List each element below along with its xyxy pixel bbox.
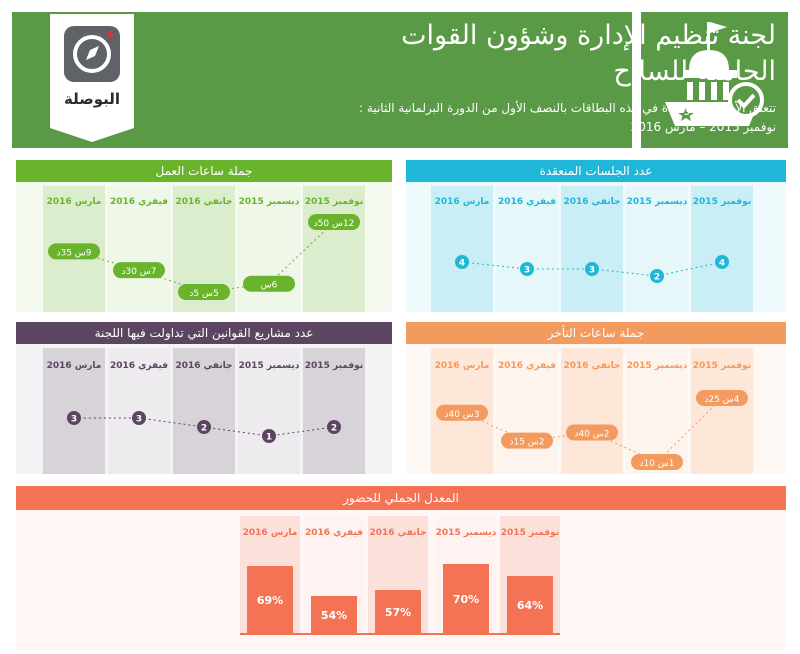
data-label: 2	[330, 423, 338, 434]
month-label: ديسمبر 2015	[626, 197, 688, 207]
data-label: 1	[265, 432, 273, 443]
data-label: 3	[588, 265, 596, 276]
data-label: 5س 5د	[189, 289, 219, 299]
title-line-1: لجنة تنظيم الإدارة وشؤون القوات	[401, 20, 776, 51]
month-label: جانفي 2016	[175, 361, 233, 371]
chart-panel-1	[406, 160, 786, 312]
month-label: فيفري 2016	[109, 361, 169, 371]
month-label: ديسمبر 2015	[238, 361, 300, 371]
data-label: 3س 40د	[444, 409, 480, 420]
data-label: 9س 35د	[56, 248, 92, 259]
month-label: مارس 2016	[434, 197, 490, 207]
month-label: ديسمبر 2015	[626, 361, 688, 371]
subtitle-period: نوفمبر 2015 – مارس 2016	[630, 120, 776, 134]
month-label: جانفي 2016	[563, 197, 621, 207]
data-label: 2	[200, 423, 208, 434]
data-label: 1س 10د	[639, 459, 675, 469]
data-label: 12س 50د	[313, 219, 355, 229]
month-label: جانفي 2016	[369, 528, 427, 538]
panel-title: جملة ساعات العمل	[155, 164, 253, 178]
data-label: 3	[70, 414, 78, 425]
logo-text: البوصلة	[63, 90, 120, 108]
subtitle: تتعلق الأرقام المتواجدة في هذه البطاقات بالنصف الأول من الدورة البرلمانية الثانية :	[359, 101, 776, 115]
data-label: 2س 15د	[509, 437, 545, 448]
month-label: ديسمبر 2015	[435, 528, 497, 538]
month-label: فيفري 2016	[497, 361, 557, 371]
bar-value-label: 69%	[256, 594, 284, 607]
month-label: جانفي 2016	[563, 361, 621, 371]
data-label: 4س 25د	[704, 395, 740, 405]
month-label: نوفمبر 2015	[304, 197, 364, 207]
month-label: فيفري 2016	[497, 197, 557, 207]
panel-title: عدد مشاريع القوانين التي تداولت فيها اللجنة	[94, 326, 314, 340]
chart-panel-0	[16, 160, 392, 312]
month-label: فيفري 2016	[304, 528, 364, 538]
panel-title: جملة ساعات التأخر	[547, 326, 645, 340]
month-label: نوفمبر 2015	[500, 528, 560, 538]
data-label: 3	[523, 265, 531, 276]
data-label: 4	[458, 258, 466, 269]
bar-value-label: 57%	[384, 606, 412, 619]
chart-panel-3	[406, 322, 786, 474]
month-label: مارس 2016	[46, 361, 102, 371]
chart-panel-4	[16, 486, 786, 650]
panel-title: عدد الجلسات المنعقدة	[539, 164, 653, 178]
data-label: 6س	[260, 280, 278, 291]
month-label: فيفري 2016	[109, 197, 169, 207]
data-label: 4	[718, 258, 726, 269]
bar-value-label: 64%	[516, 599, 544, 612]
month-label: مارس 2016	[434, 361, 490, 371]
month-label: جانفي 2016	[175, 197, 233, 207]
month-label: نوفمبر 2015	[692, 361, 752, 371]
month-label: ديسمبر 2015	[238, 197, 300, 207]
month-label: مارس 2016	[242, 528, 298, 538]
chart-panel-2	[16, 322, 392, 474]
data-label: 2س 40د	[574, 429, 610, 440]
month-label: نوفمبر 2015	[304, 361, 364, 371]
month-label: نوفمبر 2015	[692, 197, 752, 207]
bar-value-label: 54%	[320, 609, 348, 622]
title-line-2: الحاملة للسلاح	[613, 56, 776, 87]
data-label: 3	[135, 414, 143, 425]
data-label: 2	[653, 272, 661, 283]
panel-title: المعدل الجملي للحضور	[343, 491, 459, 505]
data-label: 7س 30د	[121, 267, 157, 278]
bar-value-label: 70%	[452, 593, 480, 606]
month-label: مارس 2016	[46, 197, 102, 207]
